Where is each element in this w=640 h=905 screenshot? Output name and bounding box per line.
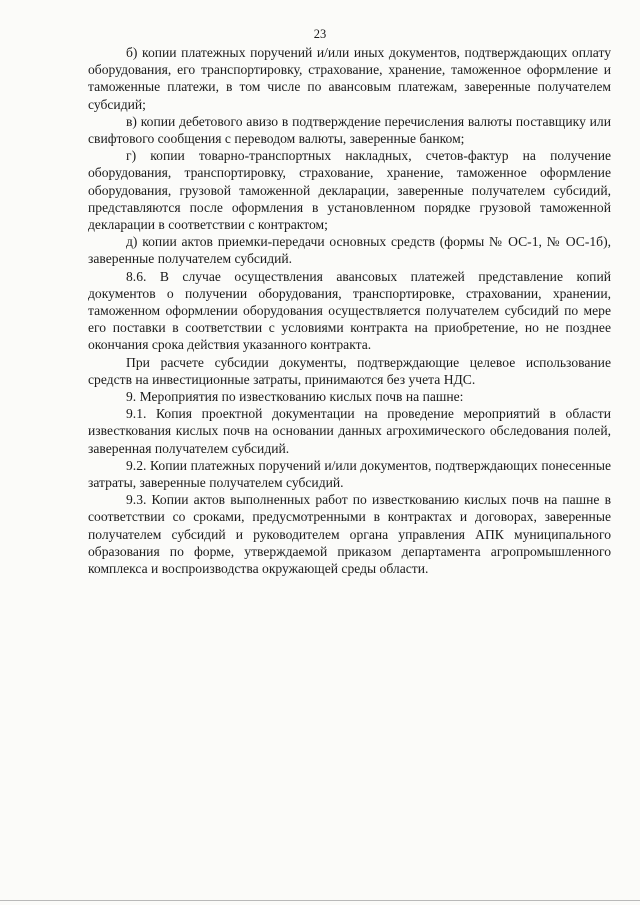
- section-9-heading: 9. Мероприятия по известкованию кислых почв на пашне:: [126, 389, 464, 405]
- paragraph-8-6: 8.6. В случае осуществления авансовых платежей представление копий документов о получении оборудования, транспортировке, страховании, хранении, таможенном оформлении оборудования осуществляется получателем субсидий по мере его поставки в соответствии с условиями контракта на приобретение, но не позднее окончания срока действия указанного контракта.: [88, 268, 611, 353]
- page-bottom-edge: [0, 900, 640, 901]
- paragraph-vat-note: При расчете субсидии документы, подтверждающие целевое использование средств на инвестиционные затраты, принимаются без учета НДС.: [88, 354, 611, 387]
- page-number: 23: [313, 27, 327, 41]
- paragraph-9-3: 9.3. Копии актов выполненных работ по известкованию кислых почв на пашне в соответствии со сроками, предусмотренными в контрактах и договорах, заверенные получателем субсидий и руководителем органа управления АПК муниципального образования по форме, утверждаемой приказом департамента агропромышленного комплекса и воспроизводства окружающей среды области.: [88, 492, 611, 577]
- paragraph-item-g: г) копии товарно-транспортных накладных, счетов-фактур на получение оборудования, транспортировку, страхование, хранение, таможенное оформление оборудования, грузовой таможенной декларации, заверенные получателем субсидий, представляются после оформления в установленном порядке грузовой таможенной декларации в соответствии с контрактом;: [88, 148, 611, 233]
- paragraph-item-v: в) копии дебетового авизо в подтверждение перечисления валюты поставщику или свифтового сообщения с переводом валюты, заверенные банком;: [88, 113, 611, 147]
- paragraph-9-2: 9.2. Копии платежных поручений и/или документов, подтверждающих понесенные затраты, заверенные получателем субсидий.: [88, 457, 611, 491]
- paragraph-9-1: 9.1. Копия проектной документации на проведение мероприятий в области известкования кислых почв на основании данных агрохимического обследования полей, заверенная получателем субсидий.: [88, 406, 611, 456]
- paragraph-item-b: б) копии платежных поручений и/или иных документов, подтверждающих оплату оборудования, его транспортировку, страхование, хранение, таможенное оформление и таможенные платежи, в том числе по авансовым платежам, заверенные получателем субсидий;: [88, 45, 611, 112]
- document-body: [88, 44, 611, 577]
- paragraph-item-d: д) копии актов приемки-передачи основных средств (формы № ОС-1, № ОС-1б), заверенные получателем субсидий.: [88, 234, 611, 267]
